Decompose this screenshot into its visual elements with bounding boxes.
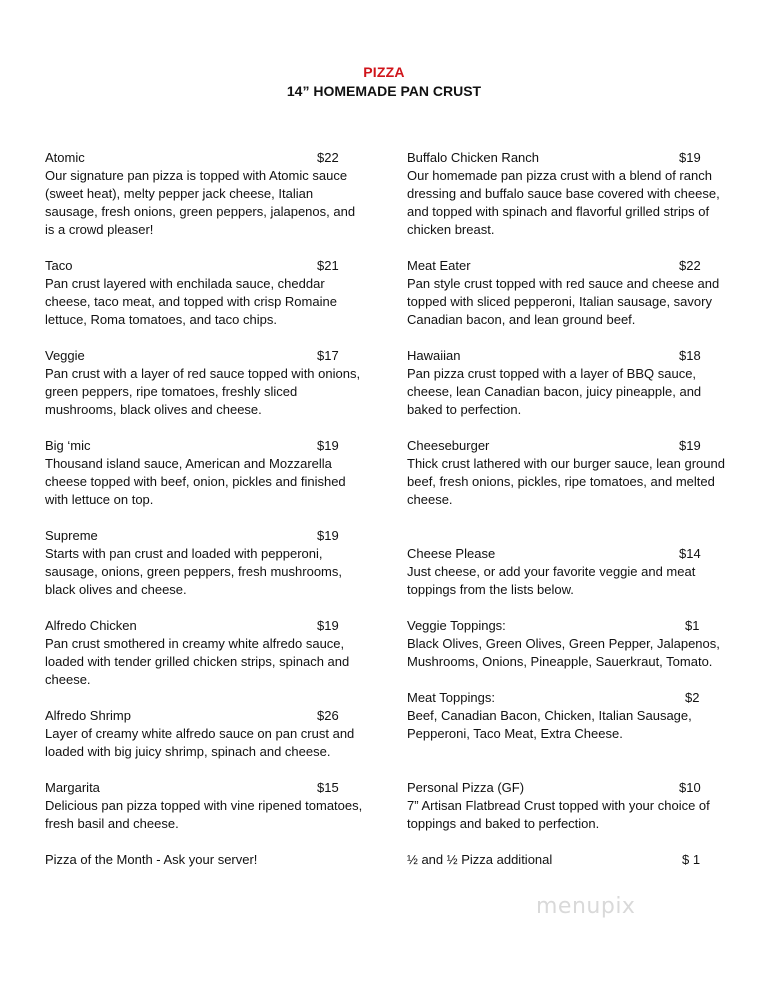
item-description: Pan pizza crust topped with a layer of BBQ sauce, cheese, lean Canadian bacon, juicy pineapple, and baked to perfection. — [407, 366, 702, 417]
item-description: Beef, Canadian Bacon, Chicken, Italian Sausage, Pepperoni, Taco Meat, Extra Cheese. — [407, 708, 692, 741]
item-description: Thick crust lathered with our burger sauce, lean ground beef, fresh onions, pickles, ripe tomatoes, and melted cheese. — [407, 456, 725, 507]
item-price: $19 — [317, 438, 339, 453]
item-name: Buffalo Chicken Ranch — [407, 150, 540, 165]
item-name: Alfredo Chicken — [45, 618, 137, 633]
menu-item-margarita — [45, 779, 363, 833]
item-description: Black Olives, Green Olives, Green Pepper, Jalapenos, Mushrooms, Onions, Pineapple, Sauerkraut, Tomato. — [407, 636, 720, 669]
item-description: Just cheese, or add your favorite veggie and meat toppings from the lists below. — [407, 564, 696, 597]
menu-item-alfredo-chicken — [45, 617, 363, 689]
item-price: $18 — [679, 348, 701, 363]
menu-item-meat-toppings — [407, 689, 727, 743]
item-price: $19 — [317, 528, 339, 543]
item-description: Pan style crust topped with red sauce and cheese and topped with sliced pepperoni, Italian sausage, savory Canadian bacon, and lean ground beef. — [407, 276, 720, 327]
menu-item-veggie — [45, 347, 363, 419]
item-name: Meat Eater — [407, 258, 471, 273]
item-price: $ 1 — [682, 852, 701, 867]
item-description: Pan crust with a layer of red sauce topped with onions, green peppers, ripe tomatoes, freshly sliced mushrooms, black olives and cheese. — [45, 366, 361, 417]
menu-item-alfredo-shrimp — [45, 707, 363, 761]
item-name: Meat Toppings: — [407, 690, 495, 705]
item-name: Cheese Please — [407, 546, 496, 561]
item-description: Pan crust smothered in creamy white alfredo sauce, loaded with tender grilled chicken strips, spinach and cheese. — [45, 636, 350, 687]
menu-item-hawaiian — [407, 347, 727, 419]
item-name: Personal Pizza (GF) — [407, 780, 525, 795]
item-description: 7” Artisan Flatbread Crust topped with your choice of toppings and baked to perfection. — [407, 798, 710, 831]
menu-item-big-mic — [45, 437, 363, 509]
menu-item-taco — [45, 257, 363, 329]
item-price: $2 — [685, 690, 700, 705]
item-price: $19 — [679, 438, 701, 453]
item-price: $19 — [679, 150, 701, 165]
item-name: Atomic — [45, 150, 85, 165]
item-name: Hawaiian — [407, 348, 461, 363]
item-name: Cheeseburger — [407, 438, 490, 453]
item-price: $21 — [317, 258, 339, 273]
menu-item-veggie-toppings — [407, 617, 727, 671]
item-name: Pizza of the Month - Ask your server! — [45, 852, 258, 867]
item-description: Our signature pan pizza is topped with Atomic sauce (sweet heat), melty pepper jack cheese, Italian sausage, fresh onions, green peppers, jalapenos, and is a crowd pleaser! — [45, 168, 356, 237]
item-name: Veggie Toppings: — [407, 618, 506, 633]
item-description: Pan crust layered with enchilada sauce, cheddar cheese, taco meat, and topped with crisp Romaine lettuce, Roma tomatoes, and taco chips. — [45, 276, 337, 327]
menu-item-cheese-please — [407, 545, 727, 599]
item-description: Layer of creamy white alfredo sauce on pan crust and loaded with big juicy shrimp, spinach and cheese. — [45, 726, 355, 759]
item-price: $15 — [317, 780, 339, 795]
menu-item-buffalo-chicken-ranch — [407, 149, 727, 239]
menu-item-personal-pizza — [407, 779, 727, 833]
item-price: $22 — [317, 150, 339, 165]
menu-item-cheeseburger — [407, 437, 727, 509]
item-description: Our homemade pan pizza crust with a blend of ranch dressing and buffalo sauce base covered with cheese, and topped with spinach and flavorful grilled strips of chicken breast. — [407, 168, 720, 237]
item-description: Thousand island sauce, American and Mozzarella cheese topped with beef, onion, pickles and finished with lettuce on top. — [45, 456, 346, 507]
item-price: $1 — [685, 618, 700, 633]
menu-item-meat-eater — [407, 257, 727, 329]
item-price: $14 — [679, 546, 701, 561]
item-name: ½ and ½ Pizza additional — [407, 852, 553, 867]
item-name: Big ‘mic — [45, 438, 91, 453]
menu-item-atomic — [45, 149, 363, 239]
item-price: $22 — [679, 258, 701, 273]
item-description: Delicious pan pizza topped with vine ripened tomatoes, fresh basil and cheese. — [45, 798, 363, 831]
menu-item-pizza-of-the-month — [45, 851, 363, 869]
menu-subtitle: 14” HOMEMADE PAN CRUST — [286, 83, 482, 99]
item-name: Supreme — [45, 528, 98, 543]
item-price: $26 — [317, 708, 339, 723]
item-price: $17 — [317, 348, 339, 363]
menu-header — [0, 63, 768, 101]
item-price: $10 — [679, 780, 701, 795]
item-name: Taco — [45, 258, 73, 273]
item-name: Alfredo Shrimp — [45, 708, 131, 723]
menu-title: PIZZA — [363, 64, 405, 80]
item-description: Starts with pan crust and loaded with pepperoni, sausage, onions, green peppers, fresh mushrooms, black olives and cheese. — [45, 546, 343, 597]
menu-item-half-and-half — [407, 851, 727, 869]
item-name: Margarita — [45, 780, 100, 795]
item-name: Veggie — [45, 348, 85, 363]
menu-item-supreme — [45, 527, 363, 599]
item-price: $19 — [317, 618, 339, 633]
menupix-watermark: menupix — [536, 894, 636, 919]
